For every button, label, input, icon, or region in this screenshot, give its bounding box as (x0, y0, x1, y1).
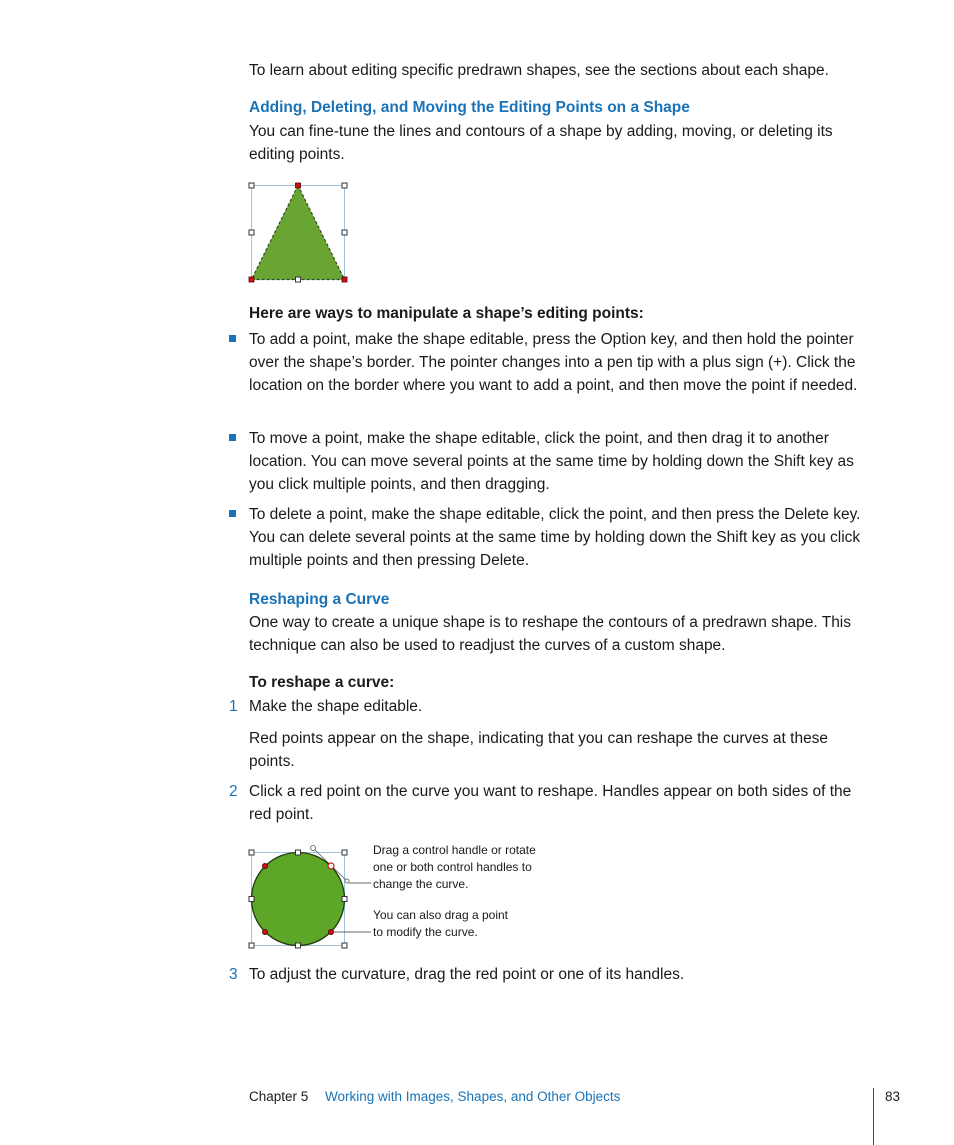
section-body: One way to create a unique shape is to reshape the contours of a predrawn shape. This technique can also be used to readjust the curves of a custom shape. (249, 614, 852, 654)
section-heading-editing-points: Adding, Deleting, and Moving the Editing Points on a Shape (249, 99, 690, 116)
footer-chapter-title[interactable]: Working with Images, Shapes, and Other Objects (325, 1089, 621, 1104)
step-3-text: To adjust the curvature, drag the red point or one of its handles. (249, 966, 685, 983)
step-1-text: Make the shape editable. (249, 698, 423, 715)
step-2-text: Click a red point on the curve you want to reshape. Handles appear on both sides of the red point. (249, 783, 852, 823)
manipulate-points-lead: Here are ways to manipulate a shape’s editing points: (249, 305, 644, 322)
control-handle-icon[interactable] (345, 879, 349, 883)
footer-divider (873, 1088, 874, 1145)
section-body: You can fine-tune the lines and contours of a shape by adding, moving, or deleting its editing points. (249, 123, 833, 163)
reshape-curve-lead: To reshape a curve: (249, 674, 395, 691)
bullet-delete-point: To delete a point, make the shape editable, click the point, and then press the Delete key. You can delete several points at the same time by holding down the Shift key as you click multiple points and then pressing Delete. (249, 506, 861, 569)
control-handle-icon[interactable] (311, 846, 316, 851)
triangle-shape[interactable] (252, 186, 345, 280)
step-number: 1 (229, 698, 238, 715)
step-number: 2 (229, 783, 238, 800)
page-number: 83 (885, 1089, 901, 1104)
callout-drag-point: You can also drag a point to modify the curve. (373, 908, 508, 939)
bullet-marker (229, 335, 236, 342)
step-number: 3 (229, 966, 238, 983)
selected-edit-point[interactable] (328, 863, 334, 869)
step-1-note: Red points appear on the shape, indicating that you can reshape the curves at these points. (249, 730, 829, 770)
intro-text: To learn about editing specific predrawn shapes, see the sections about each shape. (249, 62, 829, 79)
footer-chapter: Chapter 5 (249, 1089, 309, 1104)
bullet-marker (229, 510, 236, 517)
callout-control-handle: Drag a control handle or rotate one or both control handles to change the curve. (373, 843, 536, 891)
triangle-shape-figure (245, 180, 355, 290)
section-heading-reshaping-curve: Reshaping a Curve (249, 591, 390, 608)
bullet-marker (229, 434, 236, 441)
bullet-add-point: To add a point, make the shape editable, press the Option key, and then hold the pointer over the shape’s border. The pointer changes into a pen tip with a plus sign (+). Click the location on the border where you want to add a point, and then move the point if needed. (249, 331, 858, 394)
bullet-move-point: To move a point, make the shape editable, click the point, and then drag it to another location. You can move several points at the same time by holding down the Shift key as you click multiple points, and then dragging. (249, 430, 854, 493)
